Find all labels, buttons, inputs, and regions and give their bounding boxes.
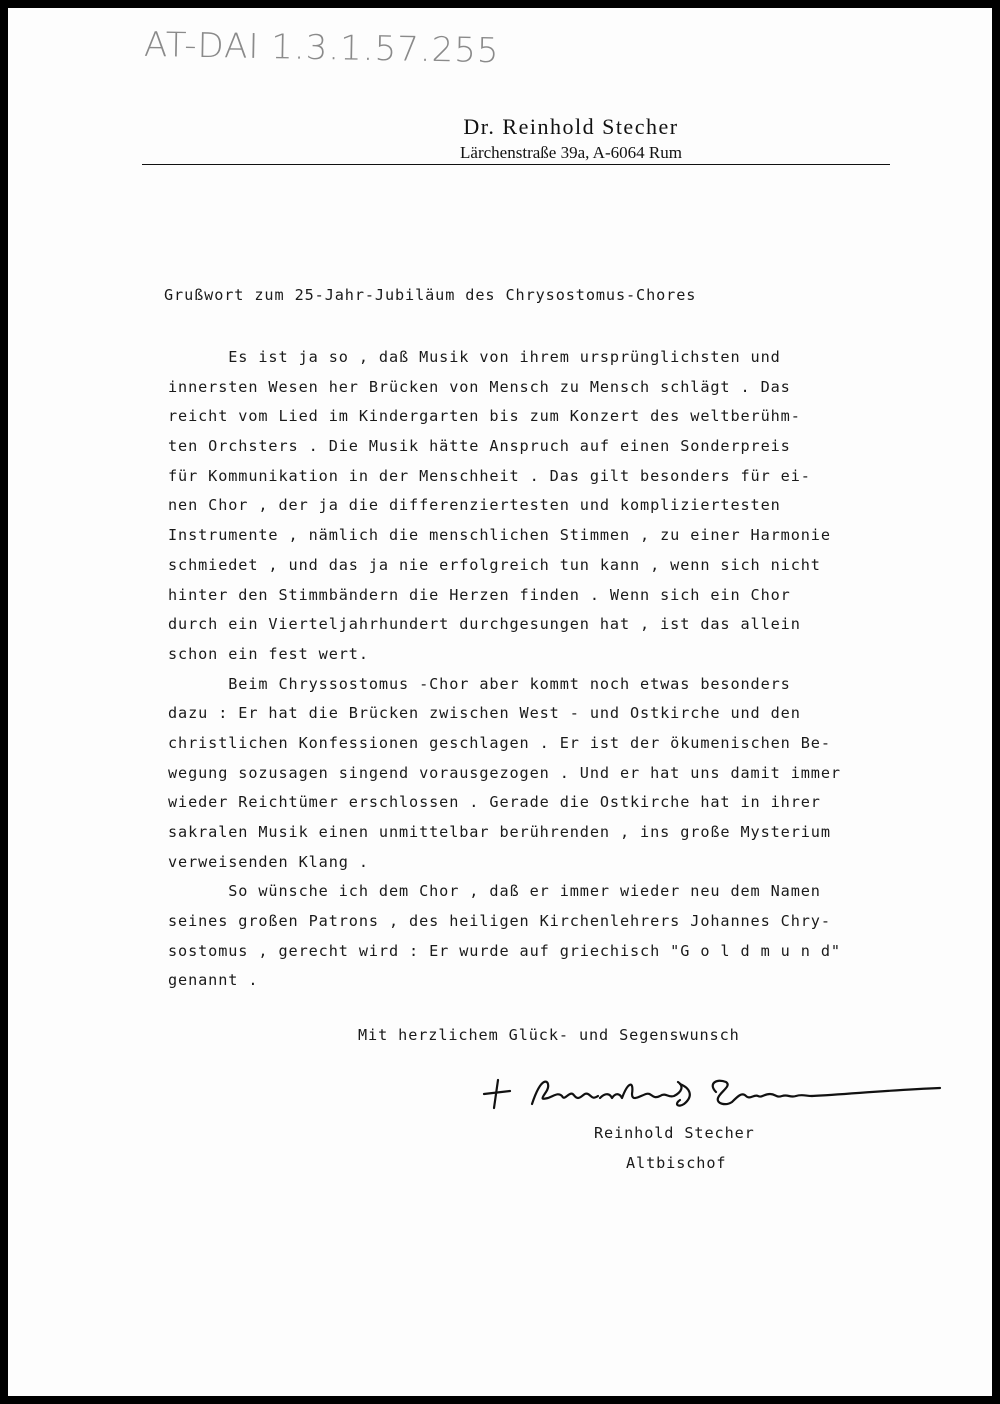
letter-body: [168, 343, 968, 996]
body-line: innersten Wesen her Brücken von Mensch zu Mensch schlägt . Das: [168, 377, 791, 396]
body-line: hinter den Stimmbändern die Herzen finden . Wenn sich ein Chor: [168, 585, 791, 604]
body-line: genannt .: [168, 971, 259, 990]
body-line: reicht vom Lied im Kindergarten bis zum Konzert des weltberühm-: [168, 407, 801, 426]
body-line: sakralen Musik einen unmittelbar berührenden , ins große Mysterium: [168, 823, 831, 841]
body-line: ten Orchsters . Die Musik hätte Anspruch auf einen Sonderpreis: [168, 437, 791, 456]
body-line: dazu : Er hat die Brücken zwischen West - und Ostkirche und den: [168, 704, 801, 723]
signer-title: Altbischof: [626, 1154, 727, 1172]
handwritten-signature: [470, 1074, 950, 1114]
letterhead-rule: [142, 164, 890, 165]
body-line: nen Chor , der ja die differenziertesten und kompliziertesten: [168, 496, 781, 515]
body-line: wegung sozusagen singend vorausgezogen . Und er hat uns damit immer: [168, 763, 841, 782]
body-line: sostomus , gerecht wird : Er wurde auf griechisch "G o l d m u n d": [168, 941, 841, 960]
body-line: durch ein Vierteljahrhundert durchgesungen hat , ist das allein: [168, 615, 801, 634]
body-line: Instrumente , nämlich die menschlichen Stimmen , zu einer Harmonie: [168, 526, 831, 545]
body-line: So wünsche ich dem Chor , daß er immer wieder neu dem Namen: [168, 882, 821, 901]
letterhead: [142, 112, 890, 164]
body-line: christlichen Konfessionen geschlagen . Er ist der ökumenischen Be-: [168, 733, 831, 752]
closing-greeting: Mit herzlichem Glück- und Segenswunsch: [358, 1026, 740, 1044]
body-line: verweisenden Klang .: [168, 852, 369, 871]
letter-title: Grußwort zum 25-Jahr-Jubiläum des Chrysostomus-Chores: [164, 286, 697, 304]
body-line: für Kommunikation in der Menschheit . Das gilt besonders für ei-: [168, 466, 811, 485]
archive-reference: AT-DAI 1.3.1.57.255: [143, 24, 500, 72]
body-line: schon ein fest wert.: [168, 644, 369, 663]
letterhead-name: Dr. Reinhold Stecher: [463, 114, 679, 139]
body-line: seines großen Patrons , des heiligen Kirchenlehrers Johannes Chry-: [168, 912, 831, 931]
body-line: schmiedet , und das ja nie erfolgreich tun kann , wenn sich nicht: [168, 555, 821, 574]
signer-name: Reinhold Stecher: [594, 1124, 755, 1142]
body-line: wieder Reichtümer erschlossen . Gerade die Ostkirche hat in ihrer: [168, 793, 821, 812]
body-line: Beim Chryssostomus -Chor aber kommt noch etwas besonders: [168, 674, 791, 693]
body-line: Es ist ja so , daß Musik von ihrem ursprünglichsten und: [168, 348, 781, 366]
letter-page: [8, 8, 992, 1396]
letterhead-address: Lärchenstraße 39a, A-6064 Rum: [460, 143, 682, 162]
